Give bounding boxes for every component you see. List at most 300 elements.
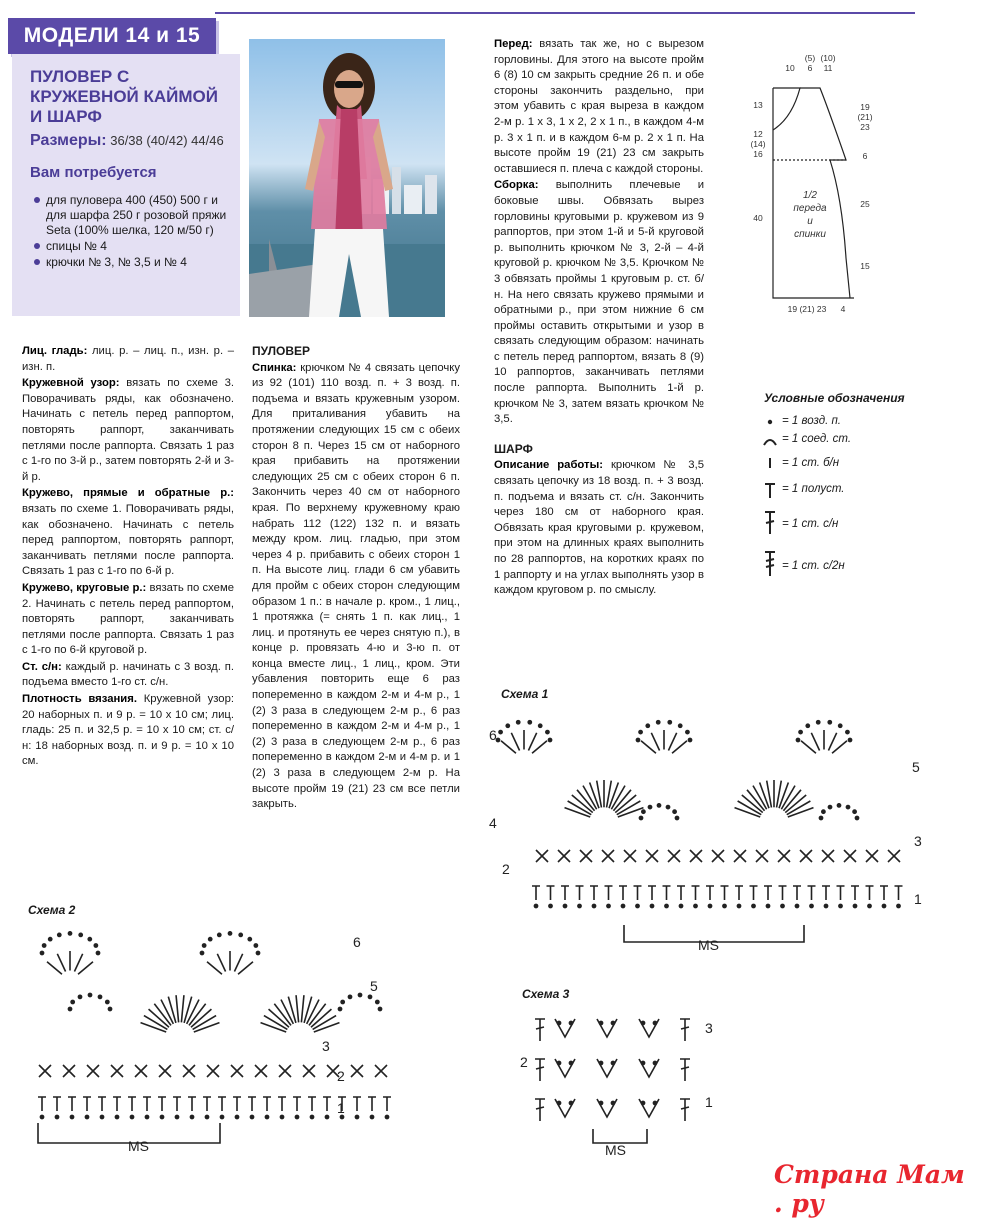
column-3: [494, 37, 704, 600]
chain-mark: [882, 904, 885, 907]
chain-mark: [853, 810, 856, 813]
stitch-mark: [47, 962, 62, 975]
schematic-label: 1/2: [803, 190, 817, 201]
stitch-mark: [233, 1097, 241, 1111]
chain-mark: [611, 1061, 614, 1064]
stitch-mark: [576, 886, 584, 900]
stitch-mark: [712, 850, 724, 862]
row-number: 2: [520, 1054, 528, 1070]
scheme-1-label: Схема 1: [501, 687, 549, 701]
stitch-mark: [793, 886, 801, 900]
dim-right-6: 6: [862, 151, 868, 161]
stitch-mark: [279, 1065, 291, 1077]
chain-mark: [160, 1115, 163, 1118]
chain-mark: [665, 904, 668, 907]
chain-mark: [506, 724, 509, 727]
dim-left-16: 16: [753, 149, 763, 159]
stitch-mark: [811, 733, 819, 751]
stitch-mark: [750, 886, 758, 900]
chain-mark: [688, 738, 691, 741]
chain-mark: [228, 932, 231, 935]
chain-mark: [666, 805, 669, 808]
stitch-mark: [800, 850, 812, 862]
row-number: 1: [337, 1100, 345, 1116]
term: Плотность вязания.: [22, 693, 137, 706]
chain-mark: [78, 995, 81, 998]
chain-mark: [639, 816, 642, 819]
stitch-mark: [218, 1097, 226, 1111]
slip-stitch-icon: [764, 440, 776, 445]
chain-mark: [549, 904, 552, 907]
term: Описание работы:: [494, 459, 603, 472]
stitch-mark: [176, 995, 179, 1022]
stitch-mark: [619, 886, 627, 900]
stitch-mark: [203, 1097, 211, 1111]
chain-mark: [752, 904, 755, 907]
chain-mark: [108, 1007, 111, 1010]
ms-label: MS: [128, 1138, 149, 1154]
chain-mark: [578, 904, 581, 907]
stitch-mark: [296, 995, 299, 1022]
dim-bottom-4: 4: [840, 304, 846, 314]
chain-mark: [636, 904, 639, 907]
chain-icon: [768, 420, 772, 424]
term: Спинка:: [252, 361, 297, 374]
dim-right-15: 15: [860, 261, 870, 271]
chain-mark: [846, 805, 849, 808]
chain-mark: [517, 721, 520, 724]
chain-mark: [824, 904, 827, 907]
scheme-3-diagram: [515, 1005, 735, 1160]
chain-mark: [250, 1115, 253, 1118]
pullover-heading: ПУЛОВЕР: [252, 344, 311, 358]
stitch-mark: [866, 850, 878, 862]
stitch-mark: [651, 733, 659, 751]
stitch-mark: [263, 1097, 271, 1111]
chain-mark: [557, 1061, 560, 1064]
stitch-mark: [248, 1097, 256, 1111]
stitch-mark: [593, 1129, 647, 1143]
chain-mark: [569, 1061, 572, 1064]
paragraph-text: выполнить плечевые и боковые швы. Обвязать вырез горловины круговыми р. кружевом из 9 раппортов, при этом 1-й и 5-й круговой р. выполнить крючком № 3, 2-й – 4-й круговой р. крючком № 3,5. Крючком № 3 обвязать проймы 1 круговым р. ст. б/н. На него связать кружево прямыми и обратными р., при этом нижние 6 см проймы оставить открытыми и узор в связать следующим образом: начинать с петель перед раппортом, вязать 8 (9) 10 раппортов, заканчивать петлями после раппорта. Выполнить 1-й р. крючком № 3, затем вязать крючком № 3,5.: [494, 179, 705, 426]
stitch-mark: [231, 1065, 243, 1077]
term: Кружевной узор:: [22, 377, 120, 390]
term: Кружево, круговые р.:: [22, 581, 147, 594]
stitch-mark: [188, 1097, 196, 1111]
stitch-mark: [672, 741, 687, 754]
chain-mark: [708, 904, 711, 907]
row-number: 6: [353, 934, 361, 950]
stitch-mark: [304, 997, 312, 1023]
chain-mark: [100, 1115, 103, 1118]
stitch-mark: [866, 886, 874, 900]
chain-mark: [828, 721, 831, 724]
chain-mark: [40, 1115, 43, 1118]
chain-mark: [248, 938, 251, 941]
chain-mark: [799, 731, 802, 734]
row-number: 3: [322, 1038, 330, 1054]
scheme-3-label: Схема 3: [522, 987, 570, 1001]
chain-mark: [657, 721, 660, 724]
stitch-mark: [528, 733, 536, 751]
chain-mark: [40, 951, 43, 954]
chain-mark: [145, 1115, 148, 1118]
chain-mark: [653, 1061, 656, 1064]
term: Лиц. гладь:: [22, 345, 88, 357]
stitch-mark: [734, 850, 746, 862]
chain-mark: [71, 1000, 74, 1003]
paragraph: [494, 37, 704, 177]
material-item: крючки № 3, № 3,5 и № 4: [46, 255, 232, 270]
paragraph-text: лиц. р. – лиц. п., изн. р. – изн. п.: [22, 345, 234, 373]
stitch-mark: [184, 997, 192, 1023]
chain-mark: [599, 1061, 602, 1064]
stitch-mark: [535, 1099, 545, 1121]
term: Кружево, прямые и обратные р.:: [22, 487, 234, 500]
chain-mark: [98, 995, 101, 998]
stitch-mark: [680, 1099, 690, 1121]
row-number: 5: [370, 978, 378, 994]
chain-mark: [539, 724, 542, 727]
stitch-mark: [159, 1065, 171, 1077]
stitch-mark: [778, 850, 790, 862]
chain-mark: [607, 904, 610, 907]
dim-right-25: 25: [860, 199, 870, 209]
scheme-2-diagram: [30, 925, 430, 1155]
chain-mark: [58, 933, 61, 936]
article-title: ПУЛОВЕР С КРУЖЕВНОЙ КАЙМОЙ И ШАРФ: [30, 67, 218, 126]
stitch-mark: [605, 886, 613, 900]
stitch-mark: [511, 733, 519, 751]
stitch-mark: [308, 1097, 316, 1111]
sizes-line: [30, 132, 224, 150]
stitch-mark: [38, 1097, 46, 1111]
dim-top-10: 10: [785, 63, 795, 73]
stitch-mark: [207, 1065, 219, 1077]
paragraph-text: каждый р. начинать с 3 возд. п. подъема вместо 1-го ст. с/н.: [22, 660, 234, 689]
chain-mark: [325, 1115, 328, 1118]
stitch-mark: [641, 741, 656, 754]
stitch-mark: [764, 886, 772, 900]
chain-mark: [673, 810, 676, 813]
chain-mark: [653, 1021, 656, 1024]
stitch-mark: [39, 1065, 51, 1077]
chain-mark: [220, 1115, 223, 1118]
row-number: 2: [502, 861, 510, 877]
stitch-mark: [181, 995, 184, 1022]
stitch-mark: [646, 850, 658, 862]
row-number: 3: [705, 1020, 713, 1036]
chain-mark: [254, 944, 257, 947]
stitch-mark: [822, 850, 834, 862]
watermark-logo: Страна Мам . ру: [774, 1160, 965, 1218]
paragraph-text: вязать так же, но с вырезом горловины. Для этого на высоте пройм 6 (8) 10 см закрыть средние 26 п. и обе стороны закончить раздельно, при этом убавить с края выреза в каждом 2-м р. 1 х 3, 1 х 2, 2 х 1 п., в каждом 4-м р. 3 х 1 п. и в каждом 6-м р. 2 х 1 п. На высоте пройм 19 (21) 23 см закрыть оставшиеся п. плеча с каждой стороны.: [494, 38, 705, 175]
legend-item: = 1 соед. ст.: [782, 433, 852, 445]
schematic-label: спинки: [794, 229, 826, 240]
chain-mark: [648, 805, 651, 808]
legend-item: = 1 ст. б/н: [782, 457, 840, 469]
header-rule: [215, 12, 915, 14]
stitch-mark: [57, 954, 65, 972]
chain-mark: [810, 904, 813, 907]
chain-mark: [55, 1115, 58, 1118]
chain-mark: [68, 1007, 71, 1010]
model-photo: [249, 39, 445, 317]
stitch-mark: [303, 1065, 315, 1077]
chain-mark: [68, 932, 71, 935]
chain-mark: [310, 1115, 313, 1118]
chain-mark: [657, 804, 660, 807]
dim-left-14: (14): [750, 139, 766, 149]
stitch-mark: [756, 850, 768, 862]
pattern-schematic: [740, 48, 890, 318]
dim-left-12: 12: [753, 129, 763, 139]
stitch-mark: [668, 733, 676, 751]
chain-mark: [675, 816, 678, 819]
stitch-mark: [74, 954, 82, 972]
stitch-mark: [353, 1097, 361, 1111]
stitch-mark: [288, 997, 296, 1023]
chain-mark: [106, 1000, 109, 1003]
chain-mark: [694, 904, 697, 907]
chain-mark: [737, 904, 740, 907]
half-double-icon: [765, 484, 775, 498]
column-1: [22, 344, 234, 771]
chain-mark: [795, 904, 798, 907]
stitch-mark: [561, 886, 569, 900]
chain-mark: [653, 1101, 656, 1104]
schematic-label: и: [807, 216, 813, 227]
chain-mark: [280, 1115, 283, 1118]
dim-top-11: 11: [823, 63, 833, 73]
chain-mark: [641, 1061, 644, 1064]
column-2: [252, 344, 460, 814]
chain-mark: [348, 995, 351, 998]
ms-label: MS: [605, 1142, 626, 1158]
chain-mark: [88, 993, 91, 996]
stitch-mark: [501, 741, 516, 754]
materials-heading: Вам потребуется: [30, 164, 157, 181]
stitch-mark: [888, 850, 900, 862]
stitch-mark: [323, 1097, 331, 1111]
chain-mark: [88, 938, 91, 941]
paragraph: [22, 581, 234, 659]
chain-mark: [546, 731, 549, 734]
chain-mark: [130, 1115, 133, 1118]
row-number: 5: [912, 759, 920, 775]
stitch-mark: [375, 1065, 387, 1077]
chain-mark: [85, 1115, 88, 1118]
stitch-mark: [83, 1097, 91, 1111]
stitch-mark: [828, 733, 836, 751]
chain-mark: [723, 904, 726, 907]
chain-mark: [548, 738, 551, 741]
chain-mark: [205, 1115, 208, 1118]
chain-mark: [846, 731, 849, 734]
chain-mark: [209, 938, 212, 941]
chain-mark: [79, 933, 82, 936]
stitch-mark: [706, 886, 714, 900]
stitch-mark: [822, 886, 830, 900]
schematic-label: переда: [793, 203, 827, 214]
chain-mark: [341, 1000, 344, 1003]
stitch-mark: [113, 1097, 121, 1111]
chain-mark: [796, 738, 799, 741]
paragraph-text: Кружевной узор: 20 наборных п. и 9 р. = 10 х 10 см; лиц. гладь: 25 п. и 32,5 р. = 10 х 10 см; ст. с/н: 18 наборных возд. п. и 9 р. = 10 х 10 см.: [22, 693, 234, 768]
stitch-mark: [238, 962, 253, 975]
chain-mark: [557, 1021, 560, 1024]
chain-mark: [817, 721, 820, 724]
chain-mark: [200, 951, 203, 954]
models-badge: МОДЕЛИ 14 и 15: [8, 18, 216, 54]
stitch-mark: [158, 1097, 166, 1111]
stitch-mark: [128, 1097, 136, 1111]
scheme-1-diagram: [484, 710, 934, 955]
stitch-mark: [677, 886, 685, 900]
chain-mark: [256, 951, 259, 954]
chain-mark: [848, 738, 851, 741]
row-number: 6: [489, 727, 497, 743]
stitch-mark: [68, 1097, 76, 1111]
row-number: 2: [337, 1068, 345, 1084]
stitch-mark: [808, 886, 816, 900]
legend-title: Условные обозначения: [764, 391, 905, 405]
stitch-mark: [78, 962, 93, 975]
chain-mark: [766, 904, 769, 907]
chain-mark: [806, 724, 809, 727]
stitch-mark: [680, 1019, 690, 1041]
chain-mark: [599, 1021, 602, 1024]
dim-right-21: (21): [857, 112, 873, 122]
chain-mark: [636, 738, 639, 741]
paragraph: [22, 486, 234, 580]
row-number: 1: [705, 1094, 713, 1110]
stitch-mark: [87, 1065, 99, 1077]
stitch-mark: [351, 1065, 363, 1077]
stitch-mark: [735, 886, 743, 900]
dim-left-13: 13: [753, 100, 763, 110]
chain-mark: [175, 1115, 178, 1118]
stitch-mark: [173, 1097, 181, 1111]
dim-right-23: 23: [860, 122, 870, 132]
chain-mark: [686, 731, 689, 734]
paragraph-text: вязать по схеме 2. Начинать с петель перед раппортом, повторять раппорт, заканчивать петлями после раппорта. Связать 1 раз с 1-го по 6-й круговой р.: [22, 581, 234, 657]
sizes-label: Размеры:: [30, 132, 107, 149]
chain-mark: [641, 1101, 644, 1104]
chain-mark: [528, 721, 531, 724]
chain-mark: [819, 816, 822, 819]
chain-mark: [265, 1115, 268, 1118]
stitch-mark: [63, 1065, 75, 1077]
chain-mark: [43, 944, 46, 947]
stitch-mark: [98, 1097, 106, 1111]
chain-mark: [358, 993, 361, 996]
stitch-mark: [837, 886, 845, 900]
dim-bottom-width: 19 (21) 23: [787, 304, 827, 314]
stitch-mark: [844, 850, 856, 862]
stitch-mark: [663, 886, 671, 900]
stitch-mark: [851, 886, 859, 900]
stitch-mark: [278, 1097, 286, 1111]
chain-mark: [239, 933, 242, 936]
legend-item: = 1 возд. п.: [782, 415, 842, 427]
stitch-mark: [135, 1065, 147, 1077]
stitch-mark: [532, 886, 540, 900]
chain-mark: [355, 1115, 358, 1118]
chain-mark: [203, 944, 206, 947]
chain-mark: [115, 1115, 118, 1118]
chain-mark: [295, 1115, 298, 1118]
chain-mark: [839, 904, 842, 907]
chain-mark: [218, 933, 221, 936]
chain-mark: [96, 951, 99, 954]
materials-list: [32, 193, 232, 271]
chain-mark: [569, 1101, 572, 1104]
stitch-mark: [383, 1097, 391, 1111]
row-number: 1: [914, 891, 922, 907]
chain-mark: [569, 1021, 572, 1024]
chain-mark: [70, 1115, 73, 1118]
chain-mark: [621, 904, 624, 907]
row-number: 4: [489, 815, 497, 831]
chain-mark: [642, 810, 645, 813]
chain-mark: [868, 904, 871, 907]
paragraph: [22, 376, 234, 485]
stitch-mark: [648, 886, 656, 900]
term: Перед:: [494, 38, 533, 50]
treble-crochet-icon: [765, 552, 775, 576]
stitch-mark: [53, 1097, 61, 1111]
stitch-mark: [590, 886, 598, 900]
chain-mark: [190, 1115, 193, 1118]
legend-item: = 1 полуст.: [782, 483, 845, 495]
chain-mark: [839, 724, 842, 727]
chain-mark: [781, 904, 784, 907]
stitch-mark: [580, 850, 592, 862]
sizes-value: 36/38 (40/42) 44/46: [110, 133, 224, 148]
scheme-2-label: Схема 2: [28, 903, 76, 917]
stitch-mark: [880, 886, 888, 900]
stitch-mark: [602, 850, 614, 862]
chain-mark: [378, 1007, 381, 1010]
stitch-mark: [832, 741, 847, 754]
term: Ст. с/н:: [22, 660, 62, 673]
stitch-mark: [535, 1059, 545, 1081]
paragraph: [22, 692, 234, 770]
chain-mark: [49, 938, 52, 941]
dim-top-5: (5): [804, 53, 816, 63]
chain-mark: [376, 1000, 379, 1003]
stitch-mark: [111, 1065, 123, 1077]
paragraph: [494, 458, 704, 598]
chain-mark: [837, 804, 840, 807]
paragraph-text: крючком № 3,5 связать цепочку из 18 возд. п. + 3 возд. п. подъема и вязать ст. с/н. Закончить через 180 см от наборного края. Обвязать края круговыми р. кружевом, при этом на длинных краях выполнить по 28 раппортов, на коротких краях по 1 раппорту и на углах выполнять узор в каждом круговом р. по смыслу.: [494, 459, 704, 597]
chain-mark: [639, 731, 642, 734]
dim-left-40: 40: [753, 213, 763, 223]
stitch-mark: [690, 850, 702, 862]
stitch-mark: [801, 741, 816, 754]
chain-mark: [679, 724, 682, 727]
stitch-mark: [779, 886, 787, 900]
stitch-mark: [668, 850, 680, 862]
chain-mark: [370, 1115, 373, 1118]
paragraph: [494, 178, 704, 428]
chain-mark: [646, 724, 649, 727]
stitch-mark: [368, 1097, 376, 1111]
chain-mark: [385, 1115, 388, 1118]
chain-mark: [338, 1007, 341, 1010]
paragraph-text: вязать по схеме 3. Поворачивать ряды, как обозначено. Начинать с петель перед раппортом, повторять раппорт, заканчивать петлями после раппорта. Связать 1 раз с 1-го по 3-й р., затем повторять 2-й и 3-й р.: [22, 377, 234, 483]
